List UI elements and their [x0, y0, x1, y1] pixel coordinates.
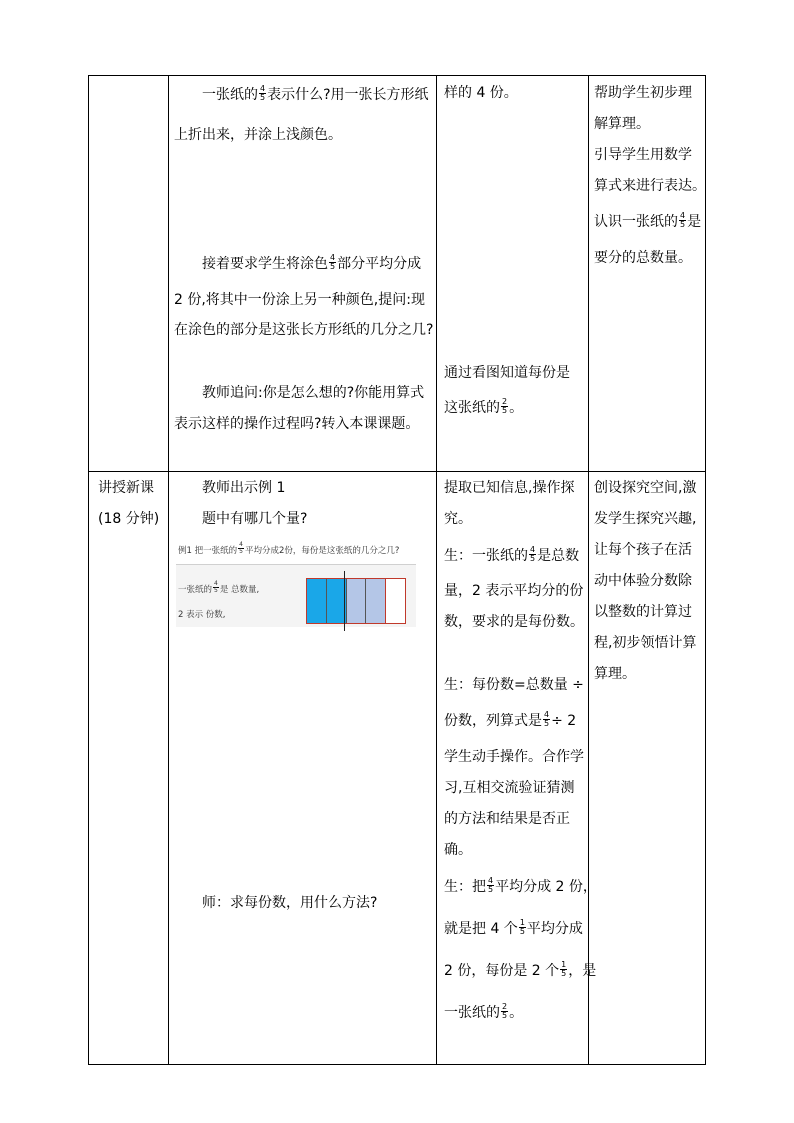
row2-col3-line2: 究。	[444, 511, 472, 527]
fraction-one-fifth: $\frac{1}{5}$	[519, 917, 525, 936]
row2-col2-line2: 题中有哪几个量?	[202, 511, 308, 527]
fraction-four-fifths: $\frac{4}{5}$	[330, 252, 336, 271]
row1-col4-line3: 引导学生用数学	[594, 147, 692, 163]
row2-col4-line1: 创设探究空间,激	[594, 480, 697, 496]
fraction-four-fifths: $\frac{4}{5}$	[680, 210, 686, 229]
table-border-bottom	[88, 1064, 706, 1065]
row1-col4-line4: 算式来进行表达。	[594, 178, 706, 194]
row1-col2-line3: 接着要求学生将涂色 $\frac{4}{5}$ 部分平均分成	[202, 252, 422, 272]
row1-col2-line5: 在涂色的部分是这张长方形纸的几分之几?	[174, 322, 434, 338]
row1-col4-line1: 帮助学生初步理	[594, 85, 692, 101]
row1-col2-line1: 一张纸的 $\frac{4}{5}$ 表示什么?用一张长方形纸	[202, 83, 429, 103]
example-figure	[176, 541, 416, 627]
fraction-four-fifths: $\frac{4}{5}$	[239, 541, 243, 555]
strip-split-line	[344, 571, 345, 631]
section-duration: (18 分钟)	[98, 511, 160, 527]
table-border-right	[705, 75, 706, 1065]
paper-strip	[306, 578, 406, 624]
fraction-four-fifths: $\frac{4}{5}$	[260, 83, 266, 102]
row1-col3-line1: 样的 4 份。	[444, 85, 518, 101]
row1-col3-line2: 通过看图知道每份是	[444, 365, 570, 381]
row2-col4-line6: 程,初步领悟计算	[594, 635, 697, 651]
fraction-four-fifths: $\frac{4}{5}$	[530, 544, 536, 563]
row2-col3-line7: 份数，列算式是 $\frac{4}{5}$ ÷ 2	[444, 709, 577, 729]
row2-col3-line14: 2 份，每份是 2 个 $\frac{1}{5}$ ，是	[444, 959, 597, 979]
fraction-four-fifths: $\frac{4}{5}$	[488, 875, 494, 894]
row1-col2-line6: 教师追问:你是怎么想的?你能用算式	[202, 385, 425, 401]
row2-col4-line3: 让每个孩子在活	[594, 542, 692, 558]
row2-col3-line6: 生：每份数=总数量 ÷	[444, 677, 584, 693]
row2-col3-line11: 确。	[444, 842, 472, 858]
fraction-one-fifth: $\frac{1}{5}$	[561, 959, 567, 978]
row1-col4-line5: 认识一张纸的 $\frac{4}{5}$ 是	[594, 210, 702, 230]
row1-col4-line6: 要分的总数量。	[594, 250, 692, 266]
row1-col2-line7: 表示这样的操作过程吗?转入本课课题。	[174, 416, 420, 432]
strip-segment-4	[366, 579, 386, 623]
row2-col2-line1: 教师出示例 1	[202, 480, 286, 496]
table-col-divider-2	[436, 75, 437, 1065]
strip-segment-3	[347, 579, 366, 623]
fraction-two-fifths: $\frac{2}{5}$	[502, 396, 508, 415]
row1-col2-line2: 上折出来，并涂上浅颜色。	[174, 127, 342, 143]
row2-col3-line12: 生：把 $\frac{4}{5}$ 平均分成 2 份，	[444, 875, 597, 895]
row2-col4-line4: 动中体验分数除	[594, 573, 692, 589]
figure-parts-label: 2 表示 份数,	[178, 610, 226, 620]
section-label: 讲授新课	[98, 480, 154, 496]
strip-segment-1	[307, 579, 327, 623]
strip-segment-5	[386, 579, 405, 623]
row2-col3-line5: 数，要求的是每份数。	[444, 614, 584, 630]
row1-col4-line2: 解算理。	[594, 116, 650, 132]
table-border-top	[88, 75, 706, 76]
row1-col3-line3: 这张纸的 $\frac{2}{5}$ 。	[444, 396, 524, 416]
row2-col4-line7: 算理。	[594, 666, 636, 682]
table-row-divider	[88, 471, 706, 472]
figure-total-label: 一张纸的 $\frac{4}{5}$ 是 总数量,	[178, 580, 260, 595]
row2-col3-line15: 一张纸的 $\frac{2}{5}$ 。	[444, 1001, 524, 1021]
row2-col3-line8: 学生动手操作。合作学	[444, 749, 584, 765]
table-col-divider-3	[588, 75, 589, 1065]
row2-col3-line13: 就是把 4 个 $\frac{1}{5}$ 平均分成	[444, 917, 583, 937]
row2-col4-line2: 发学生探究兴趣,	[594, 511, 697, 527]
table-border-left	[88, 75, 89, 1065]
figure-question: 例1 把一张纸的 $\frac{4}{5}$ 平均分成2份，每份是这张纸的几分之几?	[178, 541, 400, 556]
row2-col3-line9: 习,互相交流验证猜测	[444, 780, 575, 796]
row2-col3-line1: 提取已知信息,操作探	[444, 480, 575, 496]
row2-col2-line3: 师：求每份数，用什么方法?	[202, 895, 378, 911]
row1-col2-line4: 2 份,将其中一份涂上另一种颜色,提问:现	[174, 292, 425, 308]
row2-col4-line5: 以整数的计算过	[594, 604, 692, 620]
fraction-four-fifths: $\frac{4}{5}$	[214, 580, 218, 594]
fraction-four-fifths: $\frac{4}{5}$	[544, 709, 550, 728]
row2-col3-line3: 生：一张纸的 $\frac{4}{5}$ 是总数	[444, 544, 580, 564]
row2-col3-line10: 的方法和结果是否正	[444, 811, 570, 827]
table-col-divider-1	[168, 75, 169, 1065]
row2-col3-line4: 量，2 表示平均分的份	[444, 583, 584, 599]
fraction-two-fifths: $\frac{2}{5}$	[502, 1001, 508, 1020]
